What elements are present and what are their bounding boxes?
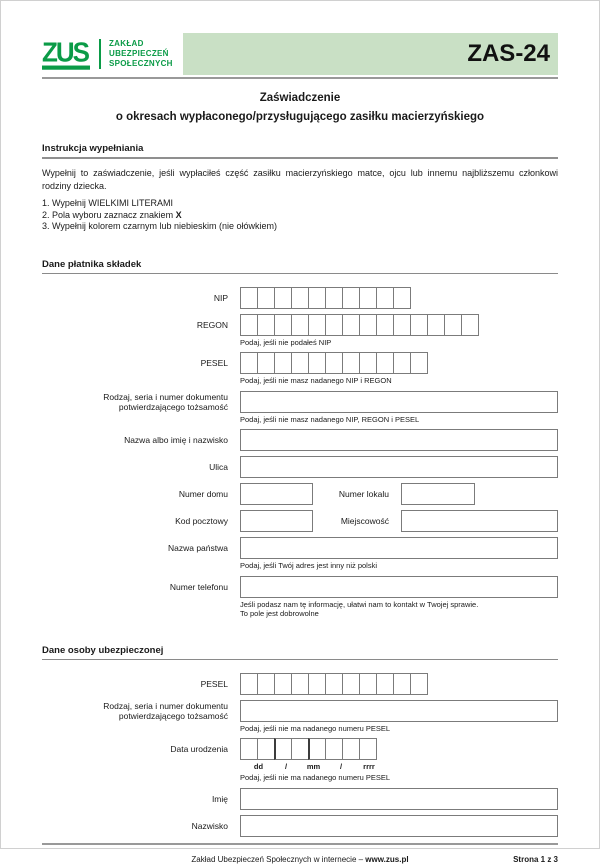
char-cell[interactable] [376,673,394,695]
insured-birth-date-input[interactable] [240,738,558,760]
instruction-item-2-text: 2. Pola wyboru zaznacz znakiem [42,209,176,220]
payer-phone-input[interactable] [240,576,558,598]
payer-house-no-input[interactable] [240,483,313,505]
char-cell[interactable] [274,314,292,336]
payer-city-label: Miejscowość [340,516,389,526]
instruction-item-3-text: 3. Wypełnij kolorem czarnym lub niebieskim (nie ołówkiem) [42,221,277,231]
char-cell[interactable] [325,352,343,374]
char-cell[interactable] [410,673,428,695]
insured-document-label-line2: potwierdzającego tożsamość [118,710,228,721]
payer-phone-label: Numer telefonu [169,581,228,592]
logo-divider [99,39,101,69]
char-cell[interactable] [359,287,377,309]
section-payer-heading: Dane płatnika składek [42,259,558,274]
char-cell[interactable] [274,673,292,695]
char-cell[interactable] [257,738,275,760]
char-cell[interactable] [291,314,309,336]
insured-birth-date-hint: Podaj, jeśli nie ma nadanego numeru PESEL [240,773,391,782]
char-cell[interactable] [359,352,377,374]
footer [42,855,558,864]
payer-phone-hint-1: Jeśli podasz nam tę informację, ułatwi nam to kontakt w Twojej sprawie. [240,599,479,609]
char-cell[interactable] [240,352,258,374]
char-cell[interactable] [393,352,411,374]
char-cell[interactable] [359,673,377,695]
char-cell[interactable] [257,352,275,374]
char-cell[interactable] [444,314,462,336]
footer-site-link: www.zus.pl [365,854,409,864]
payer-pesel-input[interactable] [240,352,558,374]
section-insured-heading: Dane osoby ubezpieczonej [42,645,558,660]
logo-org-line1: ZAKŁAD [109,39,144,48]
char-cell[interactable] [291,352,309,374]
char-cell[interactable] [240,314,258,336]
payer-pesel-label: PESEL [200,358,228,368]
char-cell[interactable] [410,314,428,336]
char-cell[interactable] [393,314,411,336]
char-cell[interactable] [291,738,309,760]
payer-street-label: Ulica [209,462,228,472]
char-cell[interactable] [308,314,326,336]
char-cell[interactable] [325,738,343,760]
header-rule [42,77,558,79]
insured-document-input[interactable] [240,700,558,722]
payer-regon-label: REGON [196,319,228,330]
payer-postal-city-row [42,510,558,532]
instructions-list [42,198,558,233]
char-cell[interactable] [376,314,394,336]
insured-pesel-label: PESEL [200,678,228,689]
char-cell[interactable] [274,738,292,760]
footer-rule [42,843,558,845]
format-yyyy: rrrr [363,762,375,771]
section-insured [42,673,558,837]
char-cell[interactable] [257,314,275,336]
instruction-item-2-bold: X [175,209,182,220]
payer-pesel-row [42,352,558,386]
footer-site [42,855,558,864]
char-cell[interactable] [240,287,258,309]
instruction-item-3 [42,221,558,233]
char-cell[interactable] [427,314,445,336]
char-cell[interactable] [461,314,479,336]
char-cell[interactable] [376,287,394,309]
payer-document-label-line2: potwierdzającego tożsamość [118,401,228,412]
instructions-intro: Wypełnij to zaświadczenie, jeśli wypłaciłeś część zasiłku macierzyńskiego matce, ojcu lub innemu najbliższemu członkowi rodziny dziecka. [42,168,558,191]
insured-document-label [42,700,228,722]
format-separator-1: / [284,762,288,771]
char-cell[interactable] [308,738,326,760]
char-cell[interactable] [342,738,360,760]
insured-first-name-input[interactable] [240,788,558,810]
payer-flat-no-label: Numer lokalu [338,489,389,499]
char-cell[interactable] [325,287,343,309]
form-code: ZAS-24 [467,40,550,67]
format-separator-2: / [339,762,343,771]
payer-nip-row [42,287,558,309]
payer-city-input[interactable] [401,510,558,532]
payer-postal-code-label: Kod pocztowy [175,516,228,526]
payer-nip-label: NIP [213,292,228,303]
insured-last-name-label: Nazwisko [191,820,228,831]
char-cell[interactable] [308,352,326,374]
instruction-item-2 [42,210,558,222]
char-cell[interactable] [274,352,292,374]
payer-document-row [42,391,558,425]
form-title: Zaświadczenie [259,92,341,104]
char-cell[interactable] [257,673,275,695]
birth-date-format [240,762,558,771]
payer-house-flat-row [42,483,558,505]
payer-pesel-hint: Podaj, jeśli nie masz nadanego NIP i REGON [240,376,392,385]
char-cell[interactable] [376,352,394,374]
footer-page-number: Strona 1 z 3 [513,854,558,864]
char-cell[interactable] [240,738,258,760]
payer-name-row [42,429,558,451]
insured-first-name-label: Imię [211,793,228,804]
payer-flat-no-input[interactable] [401,483,475,505]
insured-document-label-line1: Rodzaj, seria i numer dokumentu [103,700,228,711]
payer-postal-code-input[interactable] [240,510,313,532]
payer-country-label: Nazwa państwa [167,543,228,553]
instruction-item-1 [42,198,558,210]
payer-document-label [42,391,228,413]
char-cell[interactable] [359,738,377,760]
payer-street-row [42,456,558,478]
char-cell[interactable] [410,352,428,374]
insured-last-name-row [42,815,558,837]
payer-street-input[interactable] [240,456,558,478]
payer-phone-hint-2: To pole jest dobrowolne [240,609,319,618]
logo-org-line3: SPOŁECZNYCH [109,59,173,68]
zus-logo [42,33,183,75]
payer-nip-input[interactable] [240,287,558,309]
payer-document-hint: Podaj, jeśli nie masz nadanego NIP, REGON i PESEL [240,414,420,424]
char-cell[interactable] [274,287,292,309]
instruction-item-1-text: 1. Wypełnij WIELKIMI LITERAMI [42,198,173,208]
char-cell[interactable] [257,287,275,309]
footer-site-text: Zakład Ubezpieczeń Społecznych w internecie – [191,854,366,864]
insured-birth-date-row [42,738,558,783]
insured-document-row [42,700,558,734]
payer-document-label-line1: Rodzaj, seria i numer dokumentu [103,391,228,402]
payer-country-hint: Podaj, jeśli Twój adres jest inny niż polski [240,561,378,570]
payer-document-input[interactable] [240,391,558,413]
char-cell[interactable] [342,352,360,374]
payer-name-input[interactable] [240,429,558,451]
char-cell[interactable] [308,287,326,309]
header [42,33,558,75]
payer-regon-hint: Podaj, jeśli nie podałeś NIP [240,337,332,347]
insured-pesel-row [42,673,558,695]
section-payer [42,287,558,619]
payer-name-label: Nazwa albo imię i nazwisko [124,435,228,445]
payer-country-row [42,537,558,571]
payer-phone-row [42,576,558,619]
char-cell[interactable] [393,287,411,309]
payer-regon-row [42,314,558,348]
char-cell[interactable] [342,673,360,695]
insured-pesel-input[interactable] [240,673,558,695]
form-subtitle: o okresach wypłaconego/przysługującego zasiłku macierzyńskiego [115,111,485,123]
insured-first-name-row [42,788,558,810]
char-cell[interactable] [342,314,360,336]
char-cell[interactable] [325,314,343,336]
insured-document-hint: Podaj, jeśli nie ma nadanego numeru PESEL [240,723,391,733]
char-cell[interactable] [359,314,377,336]
format-mm: mm [306,762,321,771]
char-cell[interactable] [393,673,411,695]
payer-house-no-label: Numer domu [178,489,228,499]
char-cell[interactable] [240,673,258,695]
char-cell[interactable] [308,673,326,695]
payer-country-input[interactable] [240,537,558,559]
payer-regon-input[interactable] [240,314,558,336]
logo-org-line2: UBEZPIECZEŃ [109,49,169,58]
format-dd: dd [253,762,264,771]
char-cell[interactable] [342,287,360,309]
insured-birth-date-label: Data urodzenia [170,744,228,754]
char-cell[interactable] [291,673,309,695]
insured-last-name-input[interactable] [240,815,558,837]
char-cell[interactable] [325,673,343,695]
zus-logo-org-name [109,39,173,69]
char-cell[interactable] [291,287,309,309]
form-code-banner [183,33,558,75]
instructions-heading: Instrukcja wypełniania [42,143,558,159]
zus-logo-mark: ZUS [42,39,90,69]
